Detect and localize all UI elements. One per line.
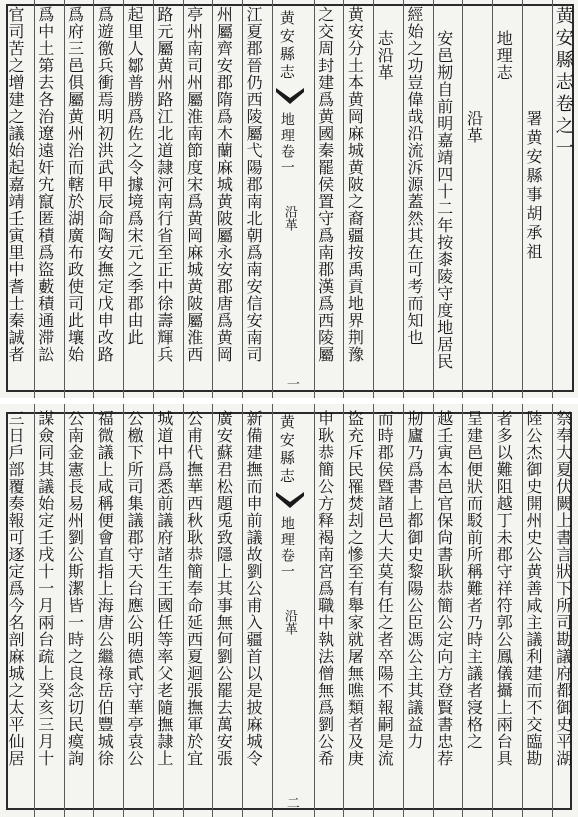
text-column <box>212 0 234 398</box>
text-column <box>242 404 264 817</box>
column-text: 沿革 <box>464 110 484 144</box>
text-column <box>462 404 484 817</box>
column-text: 新備建撫而申前議故劉公甫入疆首以是披麻城令 <box>244 410 264 767</box>
column-text: 謀僉同其議始定壬戌十一月兩台疏上癸亥三月十 <box>35 410 55 767</box>
column-text: 爲府三邑俱屬黄州治而轄於湖廣布政使司此壤始 <box>65 6 85 363</box>
text-column <box>123 404 145 817</box>
text-column <box>403 404 425 817</box>
text-column <box>433 0 455 398</box>
column-text: 州屬齊安郡隋爲木蘭麻城黄陂屬永安郡唐爲黄岡 <box>214 6 234 363</box>
text-column <box>314 0 336 398</box>
column-text: 陸公杰御史開州史公黄善咸主議利建而不交臨勘 <box>524 410 544 767</box>
column-text: 爲遊徼兵衝焉明初洪武甲辰命陶安撫定戊申改路 <box>95 6 115 363</box>
column-text: 三日戶部覆奏報可逐定爲今名剖麻城之太平仙居 <box>6 410 25 767</box>
text-column <box>343 0 365 398</box>
text-columns <box>0 0 578 398</box>
upper-page <box>0 0 578 398</box>
text-column <box>183 404 205 817</box>
lower-page <box>0 404 578 817</box>
fish-tail-icon <box>276 492 304 508</box>
column-text: 路元屬黄州路江北道隷河南行省至正中徐壽輝兵 <box>154 6 174 363</box>
fish-tail-icon <box>276 88 304 104</box>
text-column <box>34 0 56 398</box>
column-text: 申耿恭簡公方释褐南宮爲職中執法僧無爲劉公希 <box>315 410 335 767</box>
fold-section: 沿革 <box>281 609 297 635</box>
fold-book-title: 黄安縣志 <box>277 414 296 486</box>
column-text: 經始之功豈偉哉沿流泝源蓋然其在可考而知也 <box>404 6 424 346</box>
fold-volume: 地理卷一 <box>278 112 295 176</box>
fold-volume: 地理卷一 <box>278 516 295 580</box>
column-text: 江夏郡晉仍西陵屬弋陽郡南北朝爲南安信安南司 <box>244 6 264 363</box>
text-column <box>314 404 336 817</box>
column-text: 公南金憲長易州劉公斯潔皆一時之良念切民瘼詢 <box>65 410 85 767</box>
text-column <box>64 404 86 817</box>
column-text: 祭奉大夏伏闕上書言狀下所司勘議府都御史平湖 <box>553 410 573 767</box>
column-text: 安邑剏自前明嘉靖四十二年按桼陵守度地居民 <box>434 30 454 370</box>
column-text: 呈建邑便狀而駁前所稱難者乃時主議者寖格之 <box>464 410 484 750</box>
column-text: 署黄安縣事胡承祖 <box>524 110 544 262</box>
fold-page-number: 二 <box>283 796 299 809</box>
text-column <box>373 404 395 817</box>
text-column <box>242 0 264 398</box>
text-column <box>373 0 395 398</box>
column-text: 盜充斥民罹焚刦之慘至有舉家就屠無噍類者及庚 <box>345 410 365 767</box>
column-text: 亭州南司州屬淮南節度宋爲黄岡麻城黄陂屬淮西 <box>184 6 204 363</box>
text-column <box>34 404 56 817</box>
text-column <box>462 0 484 398</box>
column-text: 福微議上咸稱便會直指上海唐公繼祿岳伯豐城徐 <box>95 410 115 767</box>
column-text: 廣安蘇君松題兎致隱上其事無何劉公罷去萬安張 <box>214 410 234 767</box>
text-column <box>522 0 544 398</box>
text-columns <box>0 404 578 817</box>
text-column <box>552 404 574 817</box>
text-column <box>153 404 175 817</box>
text-column <box>492 0 514 398</box>
column-text: 而時郡侯暨諸邑大夫莫有任之者卒陽不報嗣是流 <box>375 410 395 767</box>
text-column <box>492 404 514 817</box>
text-column <box>4 0 26 398</box>
fold-center <box>272 404 306 817</box>
text-column <box>552 0 574 398</box>
text-column <box>522 404 544 817</box>
column-text: 地理志 <box>494 30 514 81</box>
column-text: 起里人鄒普勝爲佐之令據境爲宋元之季郡由此 <box>125 6 145 346</box>
column-text: 剏廬乃爲書上都御史黎陽公臣馮公主其議益力 <box>404 410 424 750</box>
column-text: 越壬寅本邑官保尙書耿恭簡公定向方登賢書忠荐 <box>434 410 454 767</box>
text-column <box>153 0 175 398</box>
column-text: 城道中爲悉前議府諸生王國任等率父老隨撫隷上 <box>154 410 174 767</box>
fold-page-number: 一 <box>283 377 299 390</box>
fold-center <box>272 0 306 398</box>
text-column <box>403 0 425 398</box>
text-column <box>123 0 145 398</box>
column-text: 官司苦之增建之議始起嘉靖壬寅里中耆士秦誠者 <box>6 6 25 363</box>
column-text: 黄安縣志卷之一 <box>552 6 574 160</box>
text-column <box>4 404 26 817</box>
text-column <box>212 404 234 817</box>
column-text: 公檄下所司集議郡守天台應公明德貳守華亭袁公 <box>125 410 145 767</box>
column-text: 志沿革 <box>375 30 395 81</box>
text-column <box>93 404 115 817</box>
text-column <box>183 0 205 398</box>
column-text: 者多以難阻越丁未郡守祥符郭公鳳儀攝上兩台具 <box>494 410 514 767</box>
text-column <box>433 404 455 817</box>
text-column <box>93 0 115 398</box>
text-column <box>343 404 365 817</box>
column-text: 之交周封建爲黄國秦罷侯置守爲南郡漢爲西陵屬 <box>315 6 335 363</box>
column-text: 爲中土第去各治遼遠奸宄竄匿積爲盜藪積通滞訟 <box>35 6 55 363</box>
fold-book-title: 黄安縣志 <box>277 10 296 82</box>
fold-section: 沿革 <box>281 205 297 231</box>
column-text: 黄安分土本黄岡麻城黄陂之裔疆按禹貢地界荆豫 <box>345 6 365 363</box>
text-column <box>64 0 86 398</box>
column-text: 公甫代撫華西秋耿恭簡奉命延西夏迴張撫軍於宜 <box>184 410 204 767</box>
